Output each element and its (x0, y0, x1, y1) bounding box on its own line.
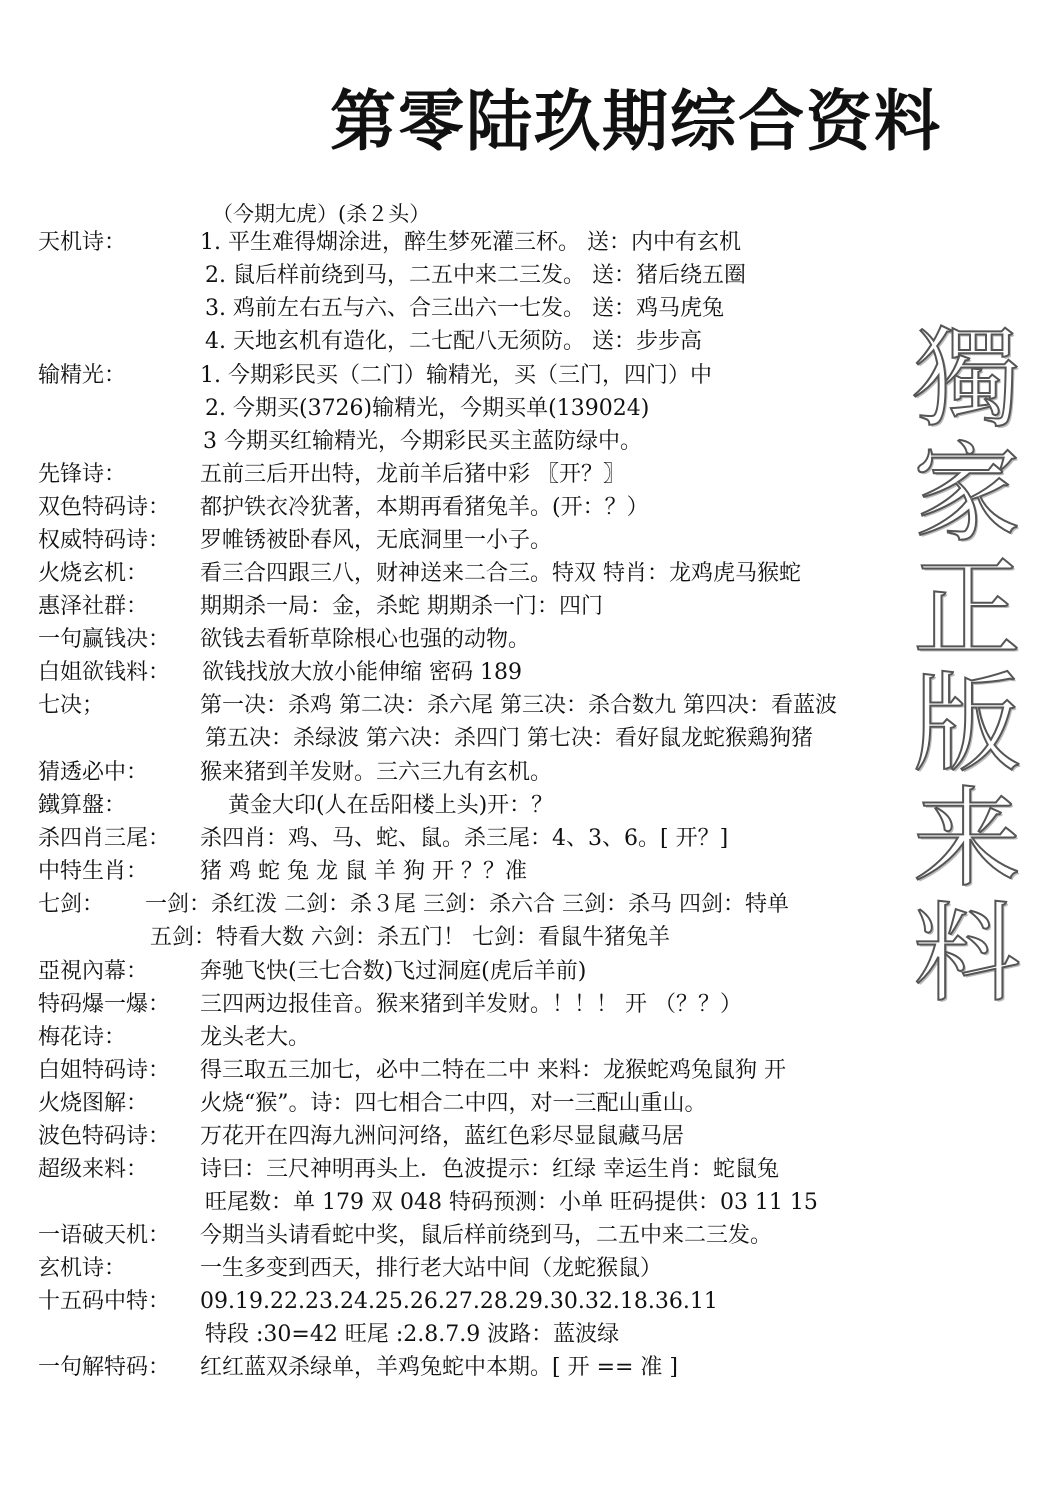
row-content: 第五决：杀绿波 第六决：杀四门 第七决：看好鼠龙蛇猴鶏狗猪 (205, 726, 813, 751)
content-row (0, 689, 1060, 722)
row-content: 3. 鸡前左右五与六、合三出六一七发。 送：鸡马虎兔 (205, 296, 724, 321)
row-content: 诗曰：三尺神明再头上．色波提示：红绿 幸运生肖：蛇鼠兔 (200, 1157, 779, 1182)
row-label: 玄机诗： (38, 1256, 127, 1281)
watermark-stamp (902, 317, 1032, 1017)
row-content: 三四两边报佳音。猴来猪到羊发财。！！！ 开 （？？） (200, 992, 742, 1017)
watermark-char: 料 (912, 892, 1021, 1017)
row-content: 第一决：杀鸡 第二决：杀六尾 第三决：杀合数九 第四决：看蓝波 (200, 693, 837, 718)
row-label: 双色特码诗： (38, 495, 171, 520)
row-label: 火烧玄机： (38, 561, 149, 586)
content-row (0, 921, 1060, 954)
content-row (0, 1186, 1060, 1219)
row-content: 今期当头请看蛇中奖，鼠后样前绕到马，二五中来二三发。 (200, 1223, 773, 1248)
row-content: 万花开在四海九洲问河络，蓝红色彩尽显鼠藏马居 (200, 1124, 685, 1149)
content-row (0, 292, 1060, 325)
row-label: 权威特码诗： (38, 528, 171, 553)
row-content: 火烧“猴”。诗：四七相合二中四，对一三配山重山。 (200, 1091, 707, 1116)
content-row (0, 1351, 1060, 1384)
content-row (0, 1087, 1060, 1120)
content-row (0, 1285, 1060, 1318)
content-row (0, 1318, 1060, 1351)
content-row (0, 656, 1060, 689)
row-content: 1. 今期彩民买（二门）输精光，买（三门，四门）中 (200, 363, 712, 388)
content-row (0, 1054, 1060, 1087)
row-content: 一生多变到西天，排行老大站中间（龙蛇猴鼠） (200, 1256, 663, 1281)
row-content: 杀四肖：鸡、马、蛇、鼠。杀三尾：4、3、6。[ 开？] (200, 826, 729, 851)
content-row (0, 623, 1060, 656)
watermark-char: 家 (912, 432, 1021, 557)
row-content: 得三取五三加七，必中二特在二中 来料：龙猴蛇鸡兔鼠狗 开 (200, 1058, 786, 1083)
row-content: 龙头老大。 (200, 1025, 311, 1050)
content-row (0, 1219, 1060, 1252)
row-label: 一句解特码： (38, 1355, 171, 1380)
row-content: 09.19.22.23.24.25.26.27.28.29.30.32.18.36.11 (200, 1289, 718, 1314)
row-label: 白姐特码诗： (38, 1058, 171, 1083)
content-row (0, 425, 1060, 458)
row-content: 特段 :30=42 旺尾 :2.8.7.9 波路：蓝波绿 (205, 1322, 620, 1347)
watermark-char: 正 (912, 547, 1021, 672)
row-label: 梅花诗： (38, 1025, 127, 1050)
content-row (0, 955, 1060, 988)
row-label: 天机诗： (38, 230, 127, 255)
row-content: 奔驰飞快(三七合数)飞过洞庭(虎后羊前) (200, 959, 587, 984)
row-content: 猪 鸡 蛇 兔 龙 鼠 羊 狗 开 ？？准 (200, 859, 527, 884)
row-label: 一句赢钱决： (38, 627, 171, 652)
row-content: 2. 鼠后样前绕到马，二五中来二三发。 送：猪后绕五圈 (205, 263, 746, 288)
page-title: 第零陆玖期综合资料 (330, 82, 942, 160)
row-label: 超级来料： (38, 1157, 149, 1182)
row-content: 旺尾数：单 179 双 048 特码预测：小单 旺码提供：03 11 15 (205, 1190, 818, 1215)
row-content: 五前三后开出特，龙前羊后猪中彩 〖开？〗 (200, 462, 625, 487)
content-row (0, 524, 1060, 557)
row-content: 红红蓝双杀绿单，羊鸡兔蛇中本期。[ 开 == 准 ] (200, 1355, 679, 1380)
row-content: 都护铁衣冷犹著，本期再看猪兔羊。(开：？） (200, 495, 649, 520)
content-row (0, 392, 1060, 425)
row-content: 欲钱找放大放小能伸缩 密码 189 (202, 660, 522, 685)
row-content: 猴来猪到羊发财。三六三九有玄机。 (200, 760, 553, 785)
row-label: 白姐欲钱料： (38, 660, 171, 685)
watermark-char: 来 (912, 777, 1021, 902)
watermark-char: 版 (912, 662, 1021, 787)
content-row (0, 557, 1060, 590)
row-label: 一语破天机： (38, 1223, 171, 1248)
row-content: 4. 天地玄机有造化，二七配八无须防。 送：步步高 (205, 329, 702, 354)
row-label: 杀四肖三尾： (38, 826, 171, 851)
row-content: 期期杀一局：金，杀蛇 期期杀一门：四门 (200, 594, 603, 619)
content-row (0, 1021, 1060, 1054)
watermark-char: 獨 (912, 317, 1021, 442)
row-label: 输精光： (38, 363, 127, 388)
content-row (0, 259, 1060, 292)
content-row (0, 855, 1060, 888)
row-label: 特码爆一爆： (38, 992, 171, 1017)
row-label: 七决； (38, 693, 105, 718)
row-content: 欲钱去看斩草除根心也强的动物。 (200, 627, 531, 652)
row-label: 中特生肖： (38, 859, 149, 884)
page-subtitle: （今期尢虎）(杀２头） (212, 202, 431, 226)
row-label: 惠泽社群： (38, 594, 149, 619)
row-label: 亞視內幕： (38, 959, 149, 984)
row-label: 先锋诗： (38, 462, 127, 487)
content-row (0, 1252, 1060, 1285)
row-content: 黄金大印(人在岳阳楼上头)开：？ (228, 793, 554, 818)
content-row (0, 888, 1060, 921)
content-row (0, 1153, 1060, 1186)
content-row (0, 491, 1060, 524)
content-row (0, 590, 1060, 623)
row-label: 猜透必中： (38, 760, 149, 785)
row-label: 七剑： (38, 892, 105, 917)
row-content: 五剑：特看大数 六剑：杀五门！ 七剑：看鼠牛猪兔羊 (150, 925, 670, 950)
row-content: 2. 今期买(3726)输精光，今期买单(139024) (205, 396, 650, 421)
content-row (0, 1120, 1060, 1153)
row-content: 一剑：杀红泼 二剑：杀３尾 三剑：杀六合 三剑：杀马 四剑：特单 (145, 892, 789, 917)
row-label: 鐵算盤： (38, 793, 127, 818)
content-row (0, 822, 1060, 855)
content-row (0, 325, 1060, 358)
row-label: 十五码中特： (38, 1289, 171, 1314)
content-row (0, 458, 1060, 491)
content-row (0, 722, 1060, 755)
content-row (0, 226, 1060, 259)
row-content: 罗帷锈被卧春风，无底洞里一小子。 (200, 528, 553, 553)
row-content: 3 今期买红输精光，今期彩民买主蓝防绿中。 (203, 429, 642, 454)
row-label: 火烧图解： (38, 1091, 149, 1116)
row-content: 1. 平生难得煳涂进，醉生梦死灌三杯。 送：内中有玄机 (200, 230, 741, 255)
content-row (0, 789, 1060, 822)
content-row (0, 756, 1060, 789)
row-content: 看三合四跟三八，财神送来二合三。特双 特肖：龙鸡虎马猴蛇 (200, 561, 801, 586)
content-row (0, 359, 1060, 392)
content-row (0, 988, 1060, 1021)
row-label: 波色特码诗： (38, 1124, 171, 1149)
